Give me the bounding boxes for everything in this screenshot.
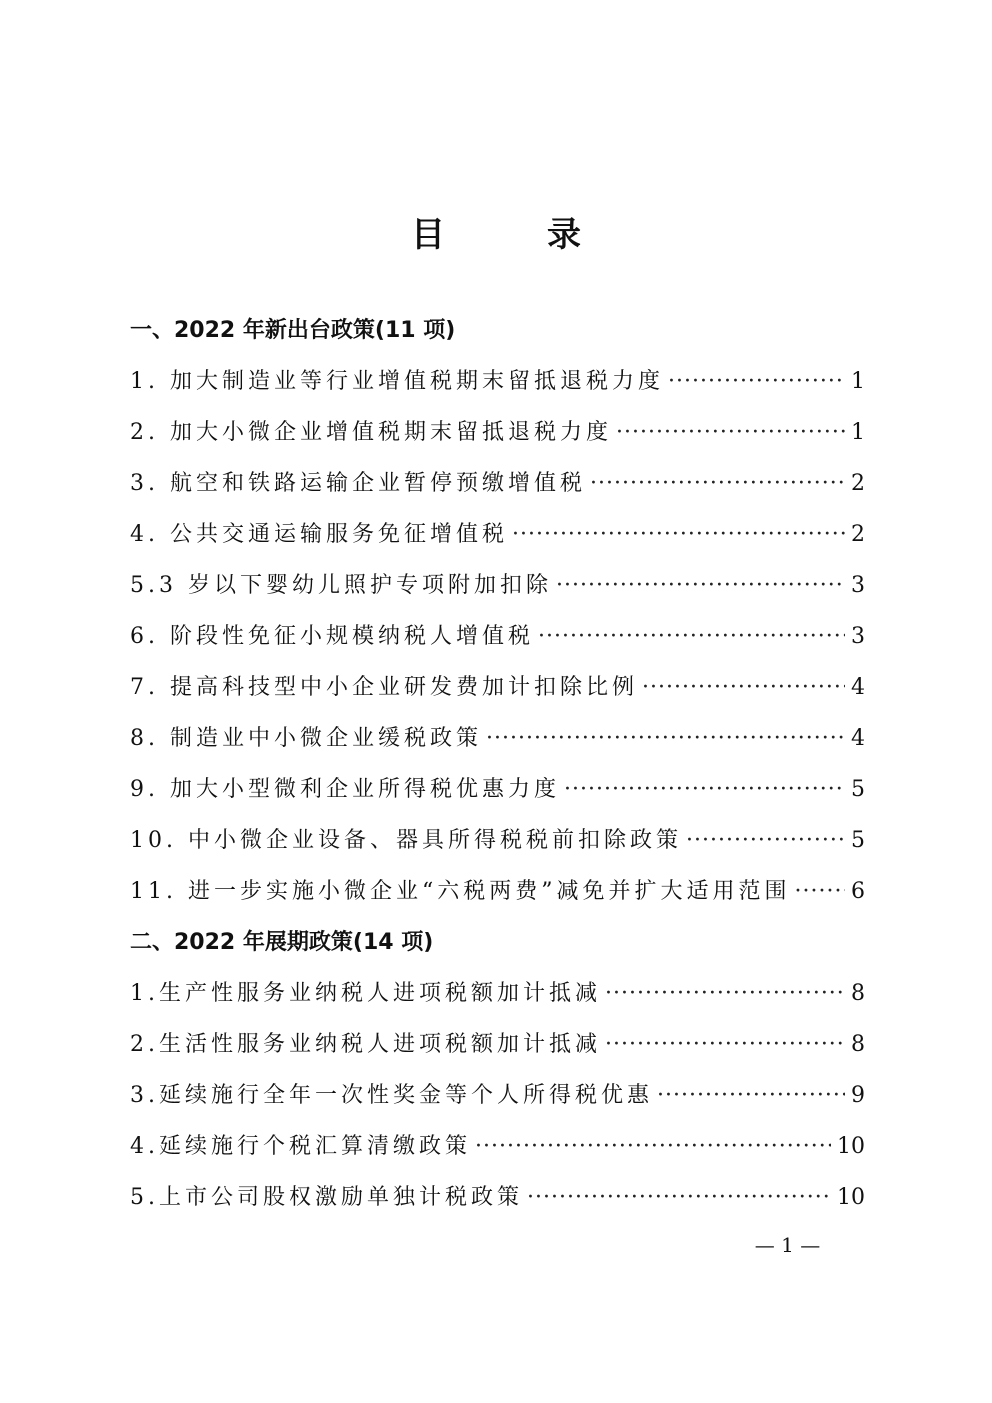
toc-entry-label: 8. 制造业中小微企业缓税政策	[130, 726, 482, 751]
page-number-footer: — 1 —	[754, 1233, 821, 1257]
toc-entry	[130, 611, 865, 662]
toc-entry-page: 3	[851, 573, 865, 598]
dot-leader	[590, 458, 845, 509]
dot-leader	[556, 560, 845, 611]
toc-entry	[130, 356, 865, 407]
toc-entry-label: 3. 航空和铁路运输企业暂停预缴增值税	[130, 471, 586, 496]
table-of-contents	[130, 305, 865, 1223]
dot-leader	[642, 662, 845, 713]
toc-entry-label: 5.上市公司股权激励单独计税政策	[130, 1185, 523, 1210]
toc-entry-label: 4.延续施行个税汇算清缴政策	[130, 1134, 471, 1159]
dot-leader	[794, 866, 845, 917]
toc-entry	[130, 560, 865, 611]
section-heading-new-policies: 一、2022 年新出台政策(11 项)	[130, 318, 456, 343]
toc-entry	[130, 1019, 865, 1070]
toc-entry-page: 10	[837, 1185, 865, 1210]
dot-leader	[616, 407, 845, 458]
page-title: 目 录	[411, 215, 615, 255]
toc-entry-label: 1.生产性服务业纳税人进项税额加计抵减	[130, 981, 601, 1006]
toc-entry-label: 3.延续施行全年一次性奖金等个人所得税优惠	[130, 1083, 653, 1108]
dot-leader	[486, 713, 845, 764]
toc-entry-page: 1	[851, 420, 865, 445]
toc-entry	[130, 713, 865, 764]
toc-entry-label: 9. 加大小型微利企业所得税优惠力度	[130, 777, 560, 802]
toc-entry-page: 9	[851, 1083, 865, 1108]
toc-entry	[130, 407, 865, 458]
dot-leader	[686, 815, 845, 866]
toc-entry	[130, 1070, 865, 1121]
toc-entry-page: 2	[851, 471, 865, 496]
dot-leader	[605, 1019, 845, 1070]
toc-entry-label: 2.生活性服务业纳税人进项税额加计抵减	[130, 1032, 601, 1057]
toc-entry-label: 5.3 岁以下婴幼儿照护专项附加扣除	[130, 573, 552, 598]
dot-leader	[475, 1121, 831, 1172]
toc-entry-label: 1. 加大制造业等行业增值税期末留抵退税力度	[130, 369, 664, 394]
toc-entry	[130, 458, 865, 509]
toc-entry-page: 5	[851, 828, 865, 853]
toc-entry	[130, 815, 865, 866]
toc-entry	[130, 509, 865, 560]
dot-leader	[538, 611, 845, 662]
toc-entry	[130, 1172, 865, 1223]
toc-entry-label: 2. 加大小微企业增值税期末留抵退税力度	[130, 420, 612, 445]
toc-entry-page: 10	[837, 1134, 865, 1159]
dot-leader	[668, 356, 845, 407]
toc-entry-page: 8	[851, 1032, 865, 1057]
dot-leader	[512, 509, 845, 560]
toc-entry	[130, 764, 865, 815]
toc-entry-page: 3	[851, 624, 865, 649]
toc-entry-label: 4. 公共交通运输服务免征增值税	[130, 522, 508, 547]
toc-entry-page: 1	[851, 369, 865, 394]
toc-entry-label: 11. 进一步实施小微企业“六税两费”减免并扩大适用范围	[130, 879, 791, 904]
toc-entry-label: 7. 提高科技型中小企业研发费加计扣除比例	[130, 675, 638, 700]
toc-entry	[130, 866, 865, 917]
toc-entry	[130, 1121, 865, 1172]
section-heading-extended-policies: 二、2022 年展期政策(14 项)	[130, 930, 434, 955]
dot-leader	[564, 764, 845, 815]
dot-leader	[527, 1172, 831, 1223]
dot-leader	[657, 1070, 845, 1121]
toc-entry-page: 5	[851, 777, 865, 802]
toc-entry	[130, 662, 865, 713]
toc-entry-page: 6	[851, 879, 865, 904]
toc-entry-page: 2	[851, 522, 865, 547]
toc-entry-label: 10. 中小微企业设备、器具所得税税前扣除政策	[130, 828, 682, 853]
toc-entry-page: 4	[851, 726, 865, 751]
toc-entry-page: 4	[851, 675, 865, 700]
dot-leader	[605, 968, 845, 1019]
toc-entry-label: 6. 阶段性免征小规模纳税人增值税	[130, 624, 534, 649]
toc-entry-page: 8	[851, 981, 865, 1006]
toc-entry	[130, 968, 865, 1019]
